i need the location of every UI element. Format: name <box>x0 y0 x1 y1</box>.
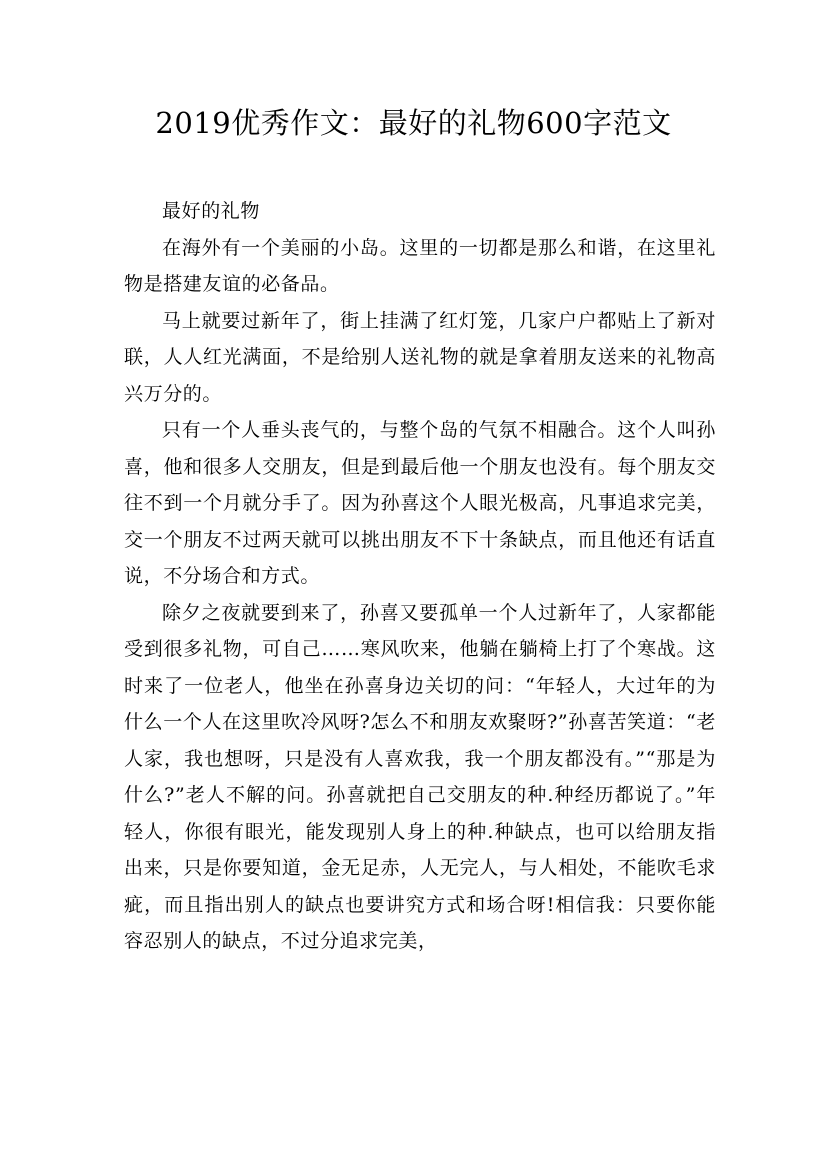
paragraph: 在海外有一个美丽的小岛。这里的一切都是那么和谐，在这里礼物是搭建友谊的必备品。 <box>124 236 716 295</box>
paragraph: 只有一个人垂头丧气的，与整个岛的气氛不相融合。这个人叫孙喜，他和很多人交朋友，但是到最后他一个朋友也没有。每个朋友交往不到一个月就分手了。因为孙喜这个人眼光极高，凡事追求完美，交一个朋友不过两天就可以挑出朋友不下十条缺点，而且他还有话直说，不分场合和方式。 <box>124 419 716 587</box>
paragraph: 除夕之夜就要到来了，孙喜又要孤单一个人过新年了，人家都能受到很多礼物，可自己……寒风吹来，他躺在躺椅上打了个寒战。这时来了一位老人，他坐在孙喜身边关切的问：“年轻人，大过年的为什么一个人在这里吹冷风呀?怎么不和朋友欢聚呀?”孙喜苦笑道：“老人家，我也想呀，只是没有人喜欢我，我一个朋友都没有。”“那是为什么?”老人不解的问。孙喜就把自己交朋友的种.种经历都说了。”年轻人，你很有眼光，能发现别人身上的种.种缺点，也可以给朋友指出来，只是你要知道，金无足赤，人无完人，与人相处，不能吹毛求疵，而且指出别人的缺点也要讲究方式和场合呀!相信我：只要你能容忍别人的缺点，不过分追求完美， <box>124 601 716 952</box>
paragraph: 马上就要过新年了，街上挂满了红灯笼，几家户户都贴上了新对联，人人红光满面，不是给别人送礼物的就是拿着朋友送来的礼物高兴万分的。 <box>124 309 716 405</box>
paragraph-heading: 最好的礼物 <box>162 200 261 222</box>
document-body <box>124 193 716 960</box>
document-title: 2019优秀作文：最好的礼物600字范文 <box>155 106 672 140</box>
